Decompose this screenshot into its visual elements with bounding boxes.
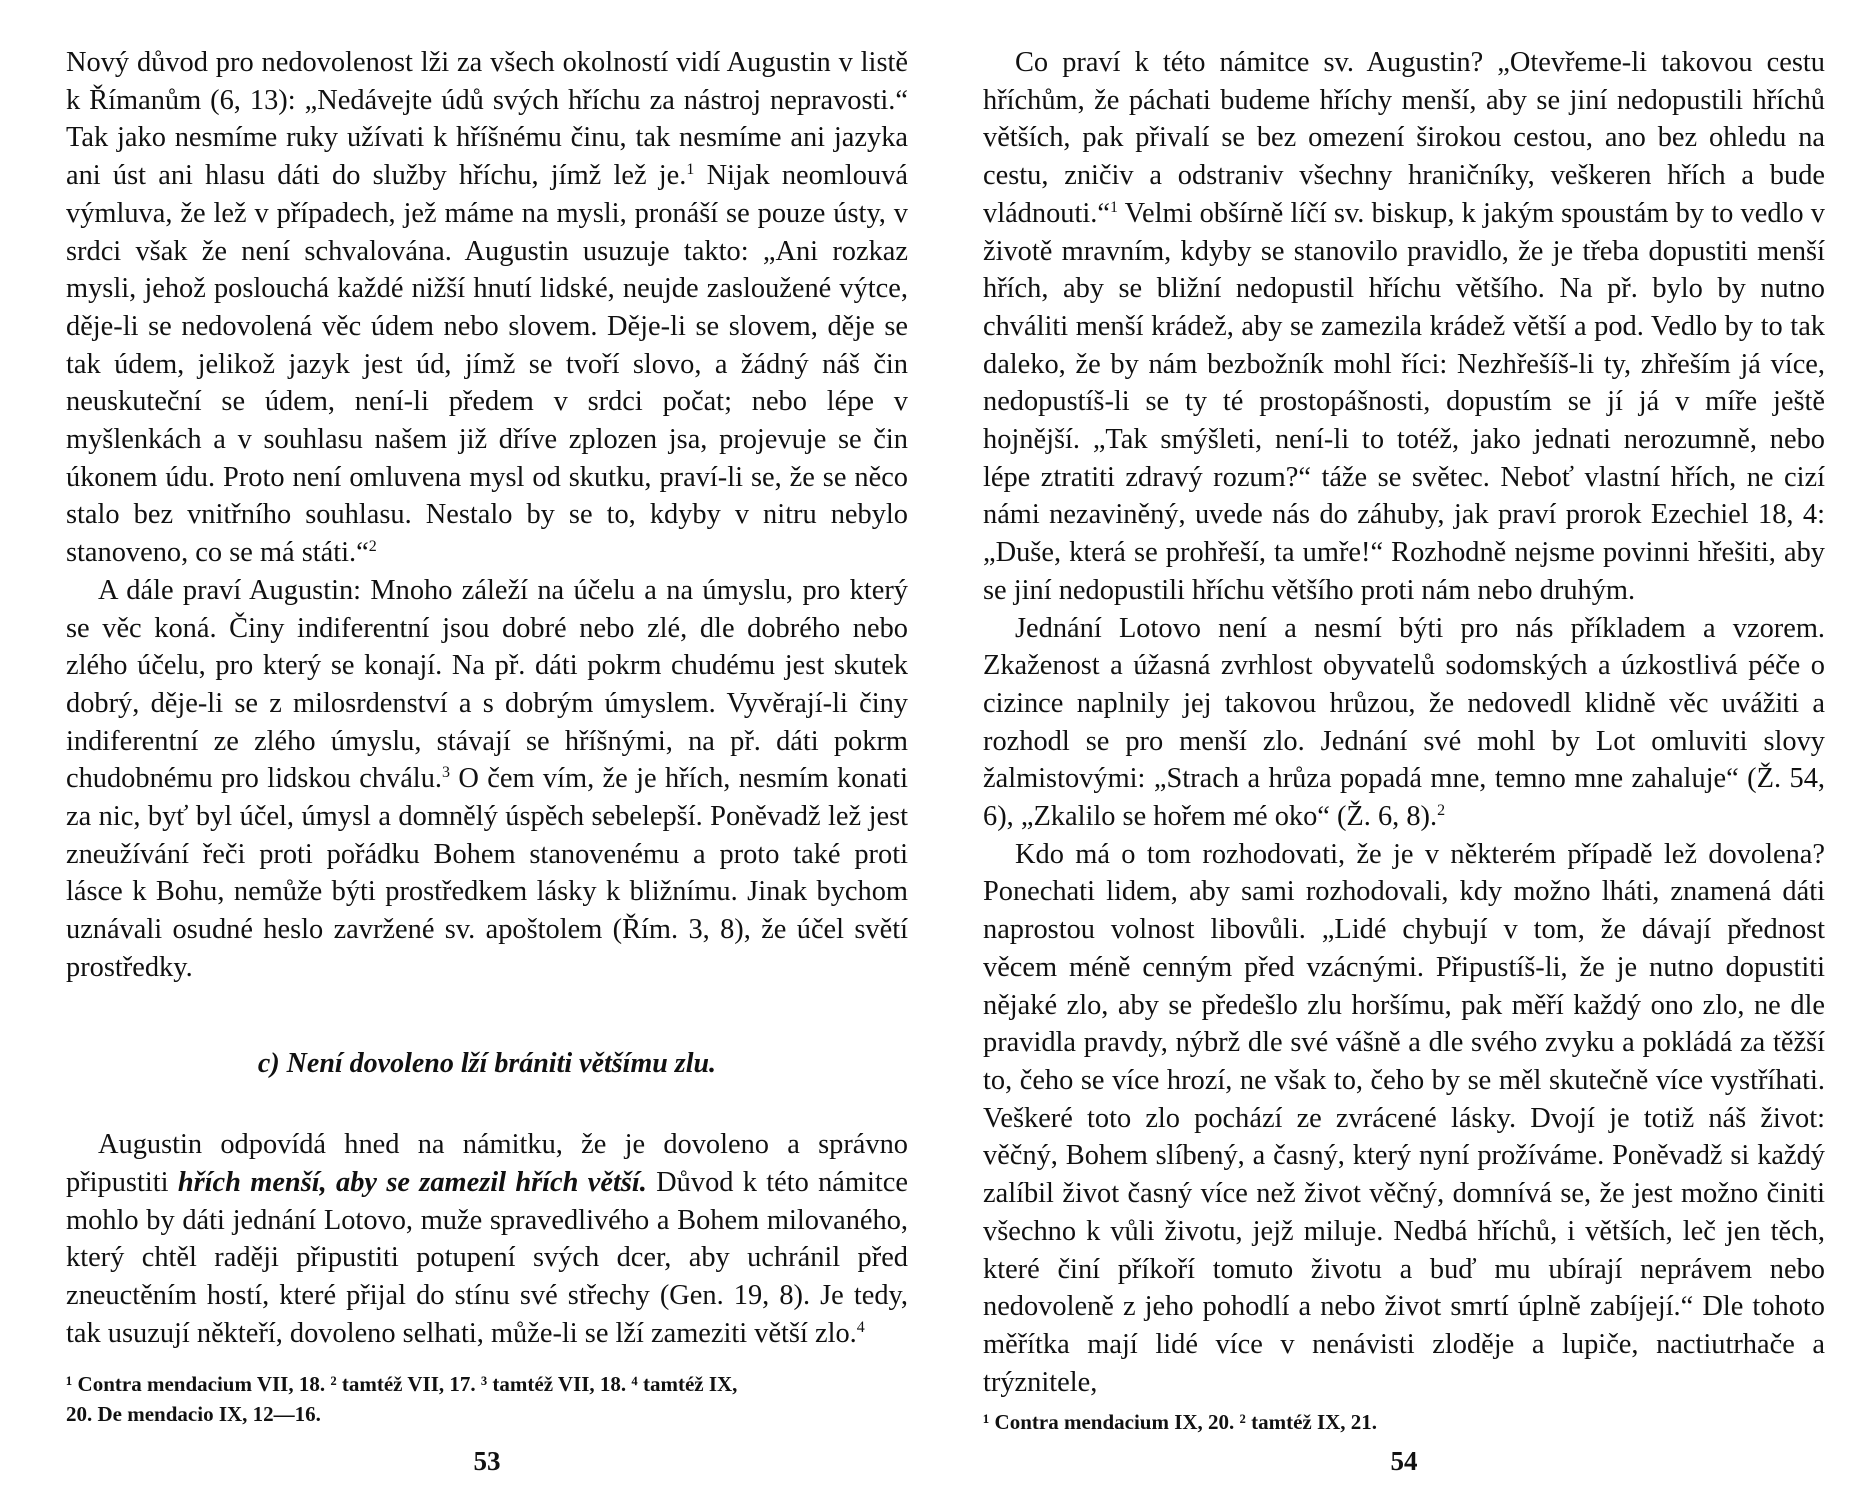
right-paragraph-1: Co praví k této námitce sv. Augustin? „Otevřeme-li takovou cestu hříchům, že páchati budeme hříchy menší, aby se jiní nedopustili hříchů větších, pak přivalí se bez omezení širokou cestou, ano bez ohledu na cestu, zničiv a odstraniv všechny hraničníky, veškeren hřích a bude vládnouti.“$^1$ Velmi obšírně líčí sv. biskup, k jakým spoustám by to vedlo v životě mravním, kdyby se stanovilo pravidlo, že je třeba dopustiti menší hřích, aby se bližní nedopustil hříchu většího. Na př. bylo by nutno chváliti menší krádež, aby se zamezila krádež větší a pod. Vedlo by to tak daleko, že by nám bezbožník mohl říci: Nezhřešíš-li ty, zhřeším já více, nedopustíš-li se ty té prostopášnosti, dopustím se jí já v míře ještě hojnější. „Tak smýšleti, není-li to totéž, jako jednati nerozumně, nebo lépe ztratiti zdravý rozum?“ táže se světec. Neboť vlastní hřích, ne cizí námi nezaviněný, uvede nás do záhuby, jak praví prorok Ezechiel 18, 4: „Duše, která se prohřeší, ta umře!“ Rozhodně nejsme povinni hřešiti, aby se jiní nedopustili hříchu většího proti nám nebo druhým. bbox=[983, 47, 1825, 606]
footnote-ref: 2 bbox=[368, 538, 377, 556]
right-footnotes bbox=[983, 1407, 1825, 1437]
left-page-body bbox=[66, 44, 908, 1353]
right-page-body bbox=[983, 44, 1825, 1401]
footnote-ref: 1 bbox=[1109, 198, 1118, 216]
page-number: 54 bbox=[1390, 1446, 1418, 1476]
footnote-line: 20. De mendacio IX, 12—16. bbox=[66, 1401, 321, 1426]
footnote-ref: 2 bbox=[1437, 802, 1446, 820]
footnote-ref: 3 bbox=[442, 764, 450, 782]
page-number: 53 bbox=[473, 1446, 501, 1476]
right-paragraph-2: Jednání Lotovo není a nesmí býti pro nás příkladem a vzorem. Zkaženost a úžasná zvrhlost obyvatelů sodomských a úzkostlivá péče o cizince naplnily jej takovou hrůzou, že nedovedl klidně věc uvážiti a rozhodl se pro menší zlo. Jednání své mohl by Lot omluviti slovy žalmistovými: „Strach a hrůza popadá mne, temno mne zahaluje“ (Ž. 54, 6), „Zkalilo se hořem mé oko“ (Ž. 6, 8).$^2$ bbox=[983, 612, 1825, 833]
footnote-ref: 4 bbox=[856, 1318, 865, 1336]
emphasized-phrase: hřích menší, aby se zamezil hřích větší. bbox=[177, 1166, 647, 1198]
left-footnotes bbox=[66, 1369, 908, 1429]
left-page bbox=[66, 44, 908, 1484]
footnote-line: ¹ Contra mendacium VII, 18. ² tamtéž VII, 17. ³ tamtéž VII, 18. ⁴ tamtéž IX, bbox=[66, 1371, 738, 1396]
right-paragraph-3: Kdo má o tom rozhodovati, že je v některém případě lež dovolena? Ponechati lidem, aby sami rozhodovali, kdy možno lháti, znamená dáti naprostou volnost libovůli. „Lidé chybují v tom, že dávají přednost věcem méně cenným před vzácnými. Připustíš-li, že je nutno dopustiti nějaké zlo, aby se předešlo zlu horšímu, pak měří každý ono zlo, ne dle pravidla pravdy, nýbrž dle své vášně a dle svého zvyku a pokládá za těžší to, čeho se více hrozí, ne však to, čeho by se měl skutečně více vystříhati. Veškeré toto zlo pochází ze zvrácené lásky. Dvojí je totiž náš život: věčný, Bohem slíbený, a časný, který nyní prožíváme. Poněvadž si každý zalíbil život časný více než život věčný, domnívá se, že jest možno činiti všechno k vůli životu, jejž miluje. Nedbá hříchů, i větších, leč jen těch, které činí příkoří tomuto životu a buď mu ubírají neprávem nebo nedovoleně z jeho pohodlí a nebo život smrtí úplně zabíjejí.“ Dle tohoto měřítka mají lidé více v nenávisti zloděje a lupiče, nactiutrhače a trýznitele, bbox=[983, 838, 1825, 1398]
left-paragraph-3: Augustin odpovídá hned na námitku, že je dovoleno a správno připustiti hřích menší, aby se zamezil hřích větší. Důvod k této námitce mohlo by dáti jednání Lotovo, muže spravedlivého a Bohem milovaného, který chtěl raději připustiti potupení svých dcer, aby uchránil před zneuctěním hostí, které přijal do stínu své střechy (Gen. 19, 8). Je tedy, tak usuzují někteří, dovoleno selhati, může-li se lží zameziti větší zlo.$^4$ bbox=[66, 1129, 908, 1349]
left-paragraph-1: Nový důvod pro nedovolenost lži za všech okolností vidí Augustin v listě k Římanům (6, 13): „Nedávejte údů svých hříchu za nástroj nepravosti.“ Tak jako nesmíme ruky užívati k hříšnému činu, tak nesmíme ani jazyka ani úst ani hlasu dáti do služby hříchu, jímž lež je.$^1$ Nijak neomlouvá výmluva, že lež v případech, jež máme na mysli, pronáší se pouze ústy, v srdci však že není schvalována. Augustin usuzuje takto: „Ani rozkaz mysli, jehož poslouchá každé nižší hnutí lidské, neujde zasloužené výtce, děje-li se nedovolená věc údem nebo slovem. Děje-li se slovem, děje se tak údem, jelikož jazyk jest úd, jímž se tvoří slovo, a žádný náš čin neuskuteční se údem, není-li předem v srdci počat; nebo lépe v myšlenkách a v souhlasu našem již dříve zplozen jsa, projevuje se čin úkonem údu. Proto není omluvena mysl od skutku, praví-li se, že se něco stalo bez vnitřního souhlasu. Nestalo by se to, kdyby v nitru nebylo stanoveno, co se má státi.“$^2$ bbox=[66, 47, 908, 569]
left-paragraph-2: A dále praví Augustin: Mnoho záleží na účelu a na úmyslu, pro který se věc koná. Činy indiferentní jsou dobré nebo zlé, dle dobrého nebo zlého účelu, pro který se konají. Na př. dáti pokrm chudému jest skutek dobrý, děje-li se z milosrdenství a s dobrým úmyslem. Vyvěrají-li činy indiferentní ze zlého úmyslu, stávají se hříšnými, na př. dáti pokrm chudobnému pro lidskou chválu.$^3$ O čem vím, že je hřích, nesmím konati za nic, byť byl účel, úmysl a domnělý úspěch sebelepší. Poněvadž lež jest zneužívání řeči proti pořádku Bohem stanovenému a proto také proti lásce k Bohu, nemůže býti prostředkem lásky k bližnímu. Jinak bychom uznávali osudné heslo zavržené sv. apoštolem (Řím. 3, 8), že účel světí prostředky. bbox=[66, 574, 908, 983]
footnote-ref: 1 bbox=[686, 161, 695, 179]
footnote-line: ¹ Contra mendacium IX, 20. ² tamtéž IX, 21. bbox=[983, 1410, 1378, 1435]
section-heading: c) Není dovoleno lží brániti většímu zlu. bbox=[257, 1047, 717, 1079]
right-page bbox=[983, 44, 1825, 1484]
